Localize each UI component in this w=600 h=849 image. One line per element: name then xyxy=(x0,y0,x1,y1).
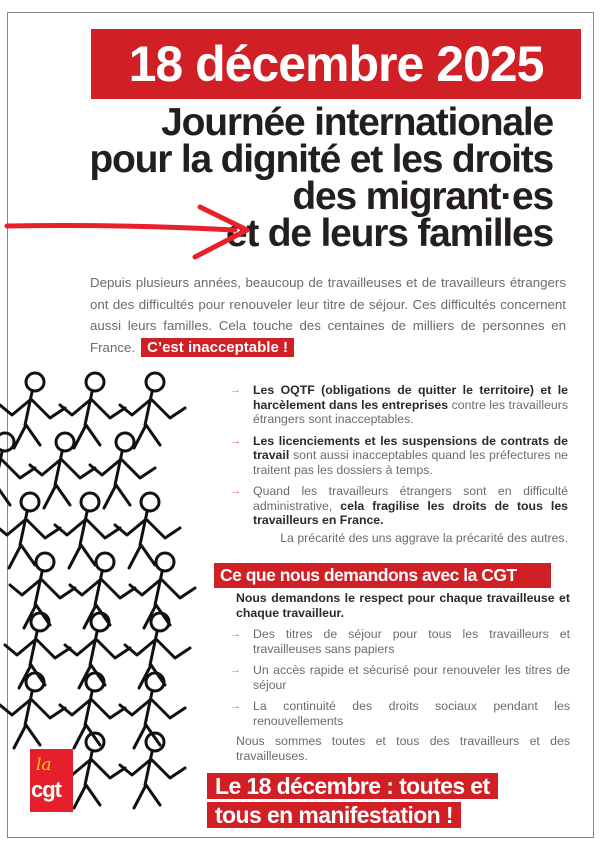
intro-paragraph xyxy=(90,272,566,358)
item-text: Quand les travailleurs étrangers sont en difficulté administrative, xyxy=(253,484,568,513)
arrow-icon: → xyxy=(230,434,241,447)
inacceptable-tag: C’est inacceptable ! xyxy=(141,338,294,357)
item-text: La continuité des droits sociaux pendant les renouvellements xyxy=(253,699,570,728)
arrow-icon: → xyxy=(230,628,241,640)
title-line: pour la dignité et les droits xyxy=(89,138,553,181)
list-item xyxy=(230,699,570,728)
bold-text: Les OQTF (obligations de quitter le territoire) et le harcèlement dans les entreprises xyxy=(253,383,568,412)
cgt-logo xyxy=(30,749,73,812)
red-arrow-icon xyxy=(0,170,260,270)
arrow-icon: → xyxy=(230,700,241,712)
figure-body xyxy=(70,572,135,628)
figure-body xyxy=(60,692,125,748)
item-text: Un accès rapide et sécurisé pour renouveler les titres de séjour xyxy=(253,663,570,692)
title-line: des migrant·es xyxy=(292,175,553,218)
list-item xyxy=(230,434,568,478)
list-item xyxy=(230,484,568,528)
figure-body xyxy=(65,632,130,688)
figure-body xyxy=(125,632,190,688)
figure-body xyxy=(120,752,185,808)
problems-list xyxy=(230,383,568,535)
figure-head xyxy=(96,553,114,571)
figure-body xyxy=(115,512,180,568)
item-text: Des titres de séjour pour tous les travailleurs et travailleuses sans papiers xyxy=(253,627,570,656)
list-item xyxy=(230,663,570,692)
outro-text: Nous sommes toutes et tous des travailleurs et des travailleuses. xyxy=(236,734,570,763)
logo-la: la xyxy=(36,755,52,775)
arrow-icon: → xyxy=(230,485,241,497)
figure-head xyxy=(0,433,14,451)
figure-head xyxy=(26,373,44,391)
figure-body xyxy=(55,512,120,568)
list-item xyxy=(230,383,568,427)
figure-head xyxy=(56,433,74,451)
cta-line: tous en manifestation ! xyxy=(207,802,461,828)
logo-cgt: cgt xyxy=(31,777,61,802)
figure-head xyxy=(146,373,164,391)
figure-body xyxy=(120,392,185,448)
bold-text: Les licenciements et les suspensions de contrats de travail xyxy=(253,433,568,462)
figure-head xyxy=(21,493,39,511)
title-line: et de leurs familles xyxy=(225,212,553,255)
arrow-icon: → xyxy=(230,664,241,676)
figure-body xyxy=(120,692,185,748)
figure-head xyxy=(36,553,54,571)
figure-body xyxy=(5,632,70,688)
item-text: sont aussi inacceptables quand les préfectures ne traitent pas les dossiers à temps. xyxy=(253,448,568,477)
figure-head xyxy=(81,493,99,511)
date-banner: 18 décembre 2025 xyxy=(91,29,581,99)
precarity-text: La précarité des uns aggrave la précarité des autres. xyxy=(280,531,568,545)
list-item xyxy=(230,627,570,656)
figure-body xyxy=(0,452,35,508)
arrow-icon: → xyxy=(230,384,241,396)
demands-heading: Ce que nous demandons avec la CGT xyxy=(214,563,551,588)
figure-head xyxy=(141,493,159,511)
figure-head xyxy=(86,373,104,391)
figure-body xyxy=(10,572,75,628)
cta-line: Le 18 décembre : toutes et xyxy=(207,773,498,799)
demands-intro: Nous demandons le respect pour chaque travailleuse et chaque travailleur. xyxy=(236,591,570,620)
bold-text: cela fragilise les droits de tous les travailleurs en France. xyxy=(253,498,568,527)
figure-body xyxy=(0,692,65,748)
figure-body xyxy=(130,572,195,628)
figure-head xyxy=(116,433,134,451)
demands-list xyxy=(230,627,570,735)
item-text: contre les travailleurs étrangers sont inacceptables. xyxy=(253,397,568,426)
figure-body xyxy=(0,512,60,568)
intro-text: Depuis plusieurs années, beaucoup de travailleuses et de travailleurs étrangers ont des difficultés pour renouveler leur titre de séjour. Ces difficultés concernent aussi leurs familles. Cela touche des centaines de milliers de personnes en France. xyxy=(90,275,566,355)
title-line: Journée internationale xyxy=(161,101,553,144)
figure-head xyxy=(156,553,174,571)
